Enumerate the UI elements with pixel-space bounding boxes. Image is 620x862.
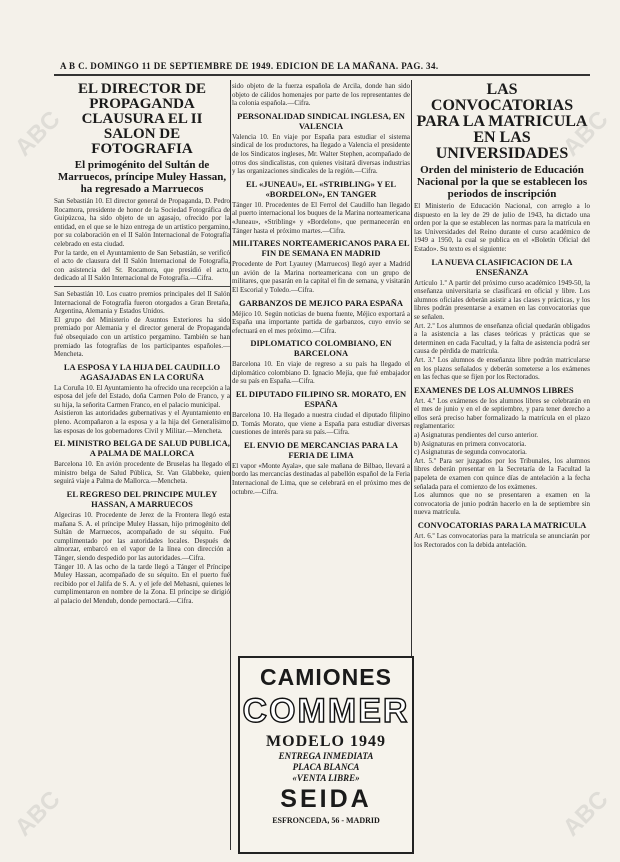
- column-rule-1: [230, 80, 231, 850]
- ad-address: ESFRONCEDA, 56 - MADRID: [272, 816, 380, 825]
- watermark-abc: ABC: [9, 105, 66, 162]
- column-left: [54, 82, 230, 852]
- article-paragraph: Art. 2.º Los alumnos de enseñanza oficial quedarán obligados a la asistencia a las clases teóricas y prácticas que se determinen en cada Facultad, y la falta de asistencia podrá ser causa de pérdida de matrícula.: [414, 321, 590, 356]
- ad-plate: PLACA BLANCA: [292, 762, 360, 772]
- ad-camiones: CAMIONES: [260, 664, 392, 690]
- section-heading: LA NUEVA CLASIFICACION DE LA ENSEÑANZA: [431, 256, 573, 277]
- ad-dealer-seida: SEIDA: [280, 785, 372, 813]
- article-list-item: b) Asignaturas en primera convocatoria.: [414, 439, 527, 448]
- article-paragraph: Barcelona 10. En viaje de regreso a su país ha llegado el diplomático colombiano D. Ignacio Mejía, que fué embajador de su país en España.—Cifra.: [232, 360, 410, 386]
- section-heading: PERSONALIDAD SINDICAL INGLESA, EN VALENCIA: [237, 110, 405, 131]
- section-heading: EL ENVIO DE MERCANCIAS PARA LA FERIA DE LIMA: [243, 439, 399, 460]
- subhead-muley-hassan: El primogénito del Sultán de Marruecos, príncipe Muley Hassan, ha regresado a Marruecos: [57, 159, 227, 195]
- article-paragraph: San Sebastián 10. Los cuatro premios principales del II Salón Internacional de Fotografía fueron otorgados a Gran Bretaña, Argentina, Alemania y Estados Unidos.: [54, 289, 230, 316]
- article-paragraph: Art. 4.º Los exámenes de los alumnos libres se celebrarán en el mes de junio y en el de septiembre, y para tener derecho a ellos será preciso haber formalizado la matrícula en el plazo reglamentario:: [414, 396, 590, 431]
- article-paragraph: Tánger 10. Procedentes de El Ferrol del Caudillo han llegado al puerto internacional los buques de la Marina norteamericana «Juneau», «Stribling» y «Bordelon», que permanecerán en Tánger hasta el próximo martes.—Cifra.: [232, 200, 410, 235]
- column-middle: [232, 82, 410, 652]
- article-list-item: a) Asignaturas pendientes del curso anterior.: [414, 431, 539, 440]
- article-paragraph: Méjico 10. Según noticias de buena fuente, Méjico exportará a España una importante partida de garbanzos, cuyo envío se efectuará en el mes próximo.—Cifra.: [232, 309, 410, 335]
- watermark-abc: ABC: [557, 105, 614, 162]
- article-paragraph: Art. 6.º Las convocatorias para la matrícula se anunciarán por los Rectorados con la debida antelación.: [414, 532, 590, 549]
- section-heading: EL «JUNEAU», EL «STRIBLING» Y EL «BORDELON», EN TANGER: [245, 178, 397, 199]
- section-heading: CONVOCATORIAS PARA LA MATRICULA: [417, 520, 587, 530]
- article-paragraph: El vapor «Monte Ayala», que sale mañana de Bilbao, llevará a bordo las mercancías destinadas al pabellón español de la Feria Internacional de Lima, que se celebrará en el próximo mes de octubre.—Cifra.: [232, 461, 410, 496]
- advertisement-commer: [238, 656, 414, 854]
- section-heading: EL DIPUTADO FILIPINO SR. MORATO, EN ESPAÑA: [235, 389, 407, 410]
- article-paragraph: Artículo 1.º A partir del próximo curso académico 1949-50, la enseñanza universitaria se clasificará en oficial y libre. Los alumnos oficiales deberán asistir a las clases y prácticas, y los libres podrán presentarse a examen en las convocatorias que se señalen.: [414, 278, 590, 321]
- article-paragraph: Barcelona 10. En avión procedente de Bruselas ha llegado el ministro belga de Salud Pública, Sr. Van Glabbeke, quien seguirá viaje a Palma de Mallorca.—Mencheta.: [54, 460, 230, 486]
- section-heading: EL REGRESO DEL PRINCIPE MULEY HASSAN, A MARRUECOS: [66, 489, 218, 510]
- ad-delivery: ENTREGA INMEDIATA: [278, 751, 374, 761]
- subhead-orden: Orden del ministerio de Educación Nacional por la que se establecen los periodos de inscripción: [416, 164, 588, 200]
- article-paragraph: Procedente de Port Lyautey (Marruecos) llegó ayer a Madrid un avión de la Marina norteamericana con un grupo de militares, que pasarán en la capital el fin de semana, y visitarán El Escorial y Toledo.—Cifra.: [232, 260, 410, 294]
- article-paragraph: sido objeto de la fuerza española de Arcila, donde han sido objeto de cálidos homenajes por parte de los representantes de la colonia española.—Cifra.: [232, 82, 410, 108]
- watermark-abc: ABC: [557, 785, 614, 842]
- section-heading: LA ESPOSA Y LA HIJA DEL CAUDILLO AGASAJADAS EN LA CORUÑA: [63, 361, 221, 382]
- section-heading: EL MINISTRO BELGA DE SALUD PUBLICA, A PALMA DE MALLORCA: [54, 438, 230, 459]
- article-paragraph: El grupo del Ministerio de Asuntos Exteriores ha sido premiado por Alemania y el director general de Propaganda fué obsequiado con un artístico pergamino. También se han premiado las fotografías de los participantes españoles.—Mencheta.: [54, 315, 230, 359]
- article-paragraph: Art. 5.º Para ser juzgados por los Tribunales, los alumnos libres deberán presentar en la Secretaría de la Facultad la papeleta de examen con quince días de antelación a la fecha señalada para el comienzo de los exámenes.: [414, 456, 590, 491]
- article-paragraph: San Sebastián 10. El director general de Propaganda, D. Pedro Rocamora, presidente de honor de la Sociedad Fotográfica de Guipúzcoa, ha sido objeto de un agasajo, ofrecido por la entidad, en el que se le hizo entrega de un artístico pergamino, por su colaboración en el II Salón Internacional de Fotografía celebrado en esta ciudad.: [54, 197, 230, 248]
- watermark-abc: ABC: [9, 785, 66, 842]
- ad-brand-commer: COMMER: [242, 692, 410, 730]
- ad-free-sale: «VENTA LIBRE»: [292, 773, 360, 783]
- page-header: A B C. DOMINGO 11 DE SEPTIEMBRE DE 1949. EDICION DE LA MAÑANA. PAG. 34.: [60, 61, 439, 71]
- article-paragraph: La Coruña 10. El Ayuntamiento ha ofrecido una recepción a la esposa del jefe del Estado, doña Carmen Polo de Franco, y a su hija, la señorita Carmen Franco, en el palacio municipal.: [54, 383, 230, 409]
- article-paragraph: El Ministerio de Educación Nacional, con arreglo a lo dispuesto en la ley de 29 de julio de 1943, ha dictado una orden por la que se establecen las normas para la matrícula en las Universidades del Reino durante el curso académico de 1949 a 1950, la cual se publica en el «Boletín Oficial del Estado». Su texto es el siguiente:: [414, 202, 590, 253]
- header-rule: [54, 74, 590, 76]
- column-right: [414, 82, 590, 852]
- article-paragraph: Asistieron las autoridades gubernativas y el Ayuntamiento en pleno. Acompañaron a la esposa y a la hija del Generalísimo las esposas de los gobernadores Civil y Militar.—Mencheta.: [54, 409, 230, 435]
- article-paragraph: Valencia 10. En viaje por España para estudiar el sistema sindical de los productores, ha llegado a Valencia el presidente de los Sindicatos ingleses, Mr. Walter Stephen, acompañado de otros dos sindicalistas, con quienes visitará diversas industrias y las organizaciones sindicales de la región.—Cifra.: [232, 132, 410, 176]
- article-list-item: c) Asignaturas de segunda convocatoria.: [414, 448, 527, 457]
- ad-model: MODELO 1949: [266, 733, 386, 750]
- article-paragraph: Art. 3.º Los alumnos de enseñanza libre podrán matricularse en los plazos señalados y deberán someterse a los exámenes en las fechas que se fijen por los Rectorados.: [414, 355, 590, 382]
- article-paragraph: Barcelona 10. Ha llegado a nuestra ciudad el diputado filipino D. Tomás Morato, que viene a España para estudiar diversas cuestiones de interés para su país.—Cifra.: [232, 411, 410, 437]
- article-paragraph: Por la tarde, en el Ayuntamiento de San Sebastián, se verificó el acto de clausura del II Salón Internacional de Fotografía, con asistencia del Sr. Rocamora, que presidió el acto, dedicado al II Salón Internacional de Fotografía.—Cifra.: [54, 248, 230, 283]
- section-heading: GARBANZOS DE MEJICO PARA ESPAÑA: [238, 297, 404, 308]
- article-paragraph: Tánger 10. A las ocho de la tarde llegó a Tánger el Príncipe Muley Hassan, acompañado de su séquito. En el puerto fué recibido por el Jalifa de S. A. y el jefe del Mehasni, quienes le cumplimentaron en nombre de la Zona. El príncipe se dirigió al palacio del Mendub, donde pernoctará.—Cifra.: [54, 562, 230, 605]
- article-paragraph: Algeciras 10. Procedente de Jerez de la Frontera llegó esta mañana S. A. el príncipe Muley Hassan, hijo primogénito del Sultán de Marruecos, acompañado de su séquito. Fué cumplimentado por las autoridades locales. Después de almorzar, embarcó en el vapor de la línea con dirección a Tánger, siendo despedido por las autoridades.—Cifra.: [54, 511, 230, 562]
- article-paragraph: Los alumnos que no se presentaren a examen en la convocatoria de junio podrán hacerlo en la de septiembre sin nueva matrícula.: [414, 491, 590, 517]
- divider: [54, 286, 230, 287]
- section-heading: DIPLOMATICO COLOMBIANO, EN BARCELONA: [250, 338, 392, 359]
- section-heading: EXAMENES DE LOS ALUMNOS LIBRES: [414, 384, 574, 395]
- section-heading: MILITARES NORTEAMERICANOS PARA EL FIN DE SEMANA EN MADRID: [232, 238, 410, 259]
- headline-convocatorias: LAS CONVOCATORIAS PARA LA MATRICULA EN LAS UNIVERSIDADES: [416, 82, 588, 162]
- headline-propaganda: EL DIRECTOR DE PROPAGANDA CLAUSURA EL II SALON DE FOTOGRAFIA: [77, 82, 207, 157]
